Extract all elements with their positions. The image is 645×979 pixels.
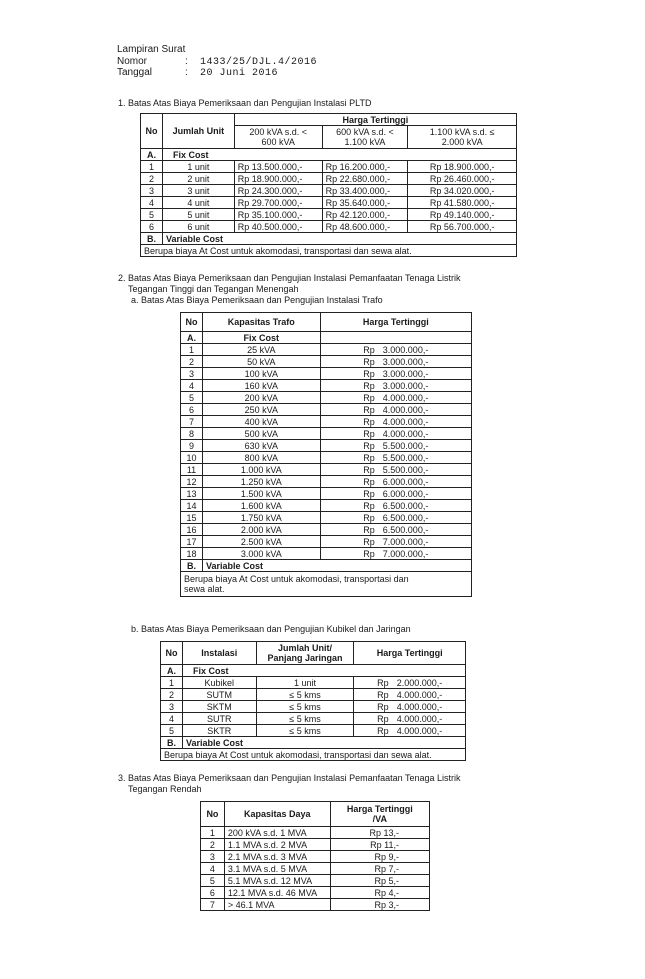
row-price-2: Rp 35.640.000,- xyxy=(322,197,408,209)
row-price-2: Rp 22.680.000,- xyxy=(322,173,408,185)
section-2b-title: b. Batas Atas Biaya Pemeriksaan dan Pengujian Kubikel dan Jaringan xyxy=(131,624,411,634)
table-row xyxy=(141,185,517,197)
col-no: No xyxy=(181,313,203,332)
table-row xyxy=(201,887,430,899)
table-row xyxy=(141,209,517,221)
col-no: No xyxy=(161,642,183,665)
row-capacity: 200 kVA s.d. 1 MVA xyxy=(224,827,330,839)
variable-cost-note: Berupa biaya At Cost untuk akomodasi, transportasi dan sewa alat. xyxy=(161,749,466,761)
row-capacity: 630 kVA xyxy=(202,440,320,452)
row-unit: 5 unit xyxy=(162,209,234,221)
row-price: Rp 11,- xyxy=(330,839,429,851)
row-no: 3 xyxy=(141,185,163,197)
row-price xyxy=(354,689,466,701)
currency-label: Rp xyxy=(377,701,389,712)
row-no: 15 xyxy=(181,512,203,524)
row-capacity: 2.000 kVA xyxy=(202,524,320,536)
row-capacity: 25 kVA xyxy=(202,344,320,356)
variable-cost-label: Variable Cost xyxy=(182,737,465,749)
section-2a-title: a. Batas Atas Biaya Pemeriksaan dan Pengujian Instalasi Trafo xyxy=(131,295,383,305)
currency-label: Rp xyxy=(363,548,375,559)
row-capacity: 1.1 MVA s.d. 2 MVA xyxy=(224,839,330,851)
kubikel-table xyxy=(160,641,466,761)
currency-label: Rp xyxy=(363,524,375,535)
fix-cost-label: Fix Cost xyxy=(202,332,320,344)
row-no: 2 xyxy=(161,689,183,701)
currency-label: Rp xyxy=(363,488,375,499)
daya-table xyxy=(200,801,430,911)
table-row xyxy=(141,161,517,173)
currency-label: Rp xyxy=(363,452,375,463)
price-value: 3.000.000,- xyxy=(382,380,429,391)
currency-label: Rp xyxy=(363,440,375,451)
row-no: 18 xyxy=(181,548,203,560)
price-value: 6.500.000,- xyxy=(382,500,429,511)
row-no: 7 xyxy=(201,899,225,911)
row-price-3: Rp 49.140.000,- xyxy=(408,209,517,221)
col-no: No xyxy=(201,802,225,827)
price-value: 7.000.000,- xyxy=(382,548,429,559)
row-price-2: Rp 42.120.000,- xyxy=(322,209,408,221)
price-value: 4.000.000,- xyxy=(382,404,429,415)
row-price-3: Rp 34.020.000,- xyxy=(408,185,517,197)
row-price-1: Rp 18.900.000,- xyxy=(234,173,322,185)
row-no: 1 xyxy=(201,827,225,839)
row-price-1: Rp 35.100.000,- xyxy=(234,209,322,221)
price-value: 4.000.000,- xyxy=(382,428,429,439)
row-capacity: 100 kVA xyxy=(202,368,320,380)
row-price-3: Rp 26.460.000,- xyxy=(408,173,517,185)
row-no: 10 xyxy=(181,452,203,464)
table-row xyxy=(181,488,472,500)
variable-cost-label: Variable Cost xyxy=(162,233,516,245)
row-price: Rp 3,- xyxy=(330,899,429,911)
tanggal-value: 20 Juni 2016 xyxy=(200,68,279,79)
currency-label: Rp xyxy=(363,536,375,547)
col-range-3: 1.100 kVA s.d. ≤ 2.000 kVA xyxy=(408,126,517,149)
row-no: 1 xyxy=(161,677,183,689)
row-capacity: 12.1 MVA s.d. 46 MVA xyxy=(224,887,330,899)
table-row xyxy=(181,380,472,392)
row-price-1: Rp 24.300.000,- xyxy=(234,185,322,197)
row-no: 4 xyxy=(181,380,203,392)
row-price-1: Rp 40.500.000,- xyxy=(234,221,322,233)
table-row xyxy=(181,440,472,452)
row-price: Rp 13,- xyxy=(330,827,429,839)
row-capacity: 2.500 kVA xyxy=(202,536,320,548)
table-row xyxy=(201,899,430,911)
currency-label: Rp xyxy=(363,416,375,427)
row-installation: SUTM xyxy=(182,689,256,701)
row-no: 2 xyxy=(181,356,203,368)
price-value: 4.000.000,- xyxy=(382,392,429,403)
col-range-1: 200 kVA s.d. < 600 kVA xyxy=(234,126,322,149)
price-value: 4.000.000,- xyxy=(396,725,443,736)
row-price xyxy=(320,464,471,476)
row-price-3: Rp 18.900.000,- xyxy=(408,161,517,173)
currency-label: Rp xyxy=(377,689,389,700)
price-value: 4.000.000,- xyxy=(382,416,429,427)
row-price xyxy=(320,368,471,380)
row-capacity: 50 kVA xyxy=(202,356,320,368)
row-no: 6 xyxy=(181,404,203,416)
price-value: 6.500.000,- xyxy=(382,524,429,535)
row-quantity: ≤ 5 kms xyxy=(256,725,354,737)
row-price xyxy=(320,428,471,440)
col-harga-tertinggi-va: Harga Tertinggi /VA xyxy=(330,802,429,827)
price-value: 4.000.000,- xyxy=(396,701,443,712)
currency-label: Rp xyxy=(363,512,375,523)
row-no: 5 xyxy=(141,209,163,221)
row-price-2: Rp 48.600.000,- xyxy=(322,221,408,233)
row-price xyxy=(320,404,471,416)
lampiran-label: Lampiran Surat xyxy=(117,44,186,55)
row-no: 6 xyxy=(201,887,225,899)
row-no: 16 xyxy=(181,524,203,536)
row-quantity: 1 unit xyxy=(256,677,354,689)
row-capacity: 1.500 kVA xyxy=(202,488,320,500)
row-no: 5 xyxy=(201,875,225,887)
row-no: 11 xyxy=(181,464,203,476)
table-row xyxy=(201,839,430,851)
row-capacity: 500 kVA xyxy=(202,428,320,440)
row-installation: SKTM xyxy=(182,701,256,713)
row-price xyxy=(320,536,471,548)
row-price xyxy=(320,524,471,536)
table-row xyxy=(181,548,472,560)
row-unit: 2 unit xyxy=(162,173,234,185)
currency-label: Rp xyxy=(363,356,375,367)
col-jumlah-unit: Jumlah Unit xyxy=(162,114,234,149)
table-row xyxy=(181,452,472,464)
row-price xyxy=(354,713,466,725)
row-no: 13 xyxy=(181,488,203,500)
table-row xyxy=(201,863,430,875)
currency-label: Rp xyxy=(377,725,389,736)
table-row xyxy=(181,356,472,368)
table-row xyxy=(181,512,472,524)
row-price-3: Rp 56.700.000,- xyxy=(408,221,517,233)
table-row xyxy=(181,464,472,476)
row-quantity: ≤ 5 kms xyxy=(256,701,354,713)
row-price-2: Rp 33.400.000,- xyxy=(322,185,408,197)
price-value: 6.000.000,- xyxy=(382,488,429,499)
row-capacity: 3.000 kVA xyxy=(202,548,320,560)
fix-cost-letter: A. xyxy=(181,332,203,344)
row-price xyxy=(320,380,471,392)
row-quantity: ≤ 5 kms xyxy=(256,713,354,725)
price-value: 5.500.000,- xyxy=(382,452,429,463)
row-no: 3 xyxy=(181,368,203,380)
table-row xyxy=(161,713,466,725)
row-quantity: ≤ 5 kms xyxy=(256,689,354,701)
row-no: 1 xyxy=(141,161,163,173)
row-no: 14 xyxy=(181,500,203,512)
col-kapasitas-daya: Kapasitas Daya xyxy=(224,802,330,827)
price-value: 2.000.000,- xyxy=(396,677,443,688)
currency-label: Rp xyxy=(363,428,375,439)
table-row xyxy=(141,197,517,209)
row-capacity: 3.1 MVA s.d. 5 MVA xyxy=(224,863,330,875)
row-price-1: Rp 29.700.000,- xyxy=(234,197,322,209)
tanggal-label: Tanggal xyxy=(117,67,153,78)
row-no: 6 xyxy=(141,221,163,233)
table-row xyxy=(181,344,472,356)
nomor-colon: : xyxy=(185,56,188,67)
price-value: 4.000.000,- xyxy=(396,713,443,724)
row-capacity: 1.750 kVA xyxy=(202,512,320,524)
price-value: 7.000.000,- xyxy=(382,536,429,547)
col-jumlah-unit: Jumlah Unit/ Panjang Jaringan xyxy=(256,642,354,665)
row-price xyxy=(320,476,471,488)
fix-cost-letter: A. xyxy=(141,149,163,161)
row-installation: Kubikel xyxy=(182,677,256,689)
row-no: 1 xyxy=(181,344,203,356)
table-row xyxy=(161,689,466,701)
row-price-1: Rp 13.500.000,- xyxy=(234,161,322,173)
row-price xyxy=(320,488,471,500)
row-installation: SUTR xyxy=(182,713,256,725)
variable-cost-label: Variable Cost xyxy=(202,560,471,572)
currency-label: Rp xyxy=(363,404,375,415)
row-no: 4 xyxy=(201,863,225,875)
row-price xyxy=(320,548,471,560)
row-unit: 3 unit xyxy=(162,185,234,197)
col-harga-tertinggi: Harga Tertinggi xyxy=(354,642,466,665)
fix-cost-label: Fix Cost xyxy=(162,149,516,161)
section-3-title-line2: Tegangan Rendah xyxy=(128,784,202,794)
pltd-table xyxy=(140,113,517,257)
currency-label: Rp xyxy=(363,500,375,511)
price-value: 6.500.000,- xyxy=(382,512,429,523)
col-harga-tertinggi: Harga Tertinggi xyxy=(234,114,516,126)
fix-cost-letter: A. xyxy=(161,665,183,677)
price-value: 3.000.000,- xyxy=(382,368,429,379)
row-no: 4 xyxy=(161,713,183,725)
row-no: 5 xyxy=(161,725,183,737)
row-capacity: 1.250 kVA xyxy=(202,476,320,488)
section-3-title-line1: 3. Batas Atas Biaya Pemeriksaan dan Pengujian Instalasi Pemanfaatan Tenaga Listrik xyxy=(118,773,461,783)
row-price: Rp 5,- xyxy=(330,875,429,887)
row-capacity: 800 kVA xyxy=(202,452,320,464)
row-no: 9 xyxy=(181,440,203,452)
table-row xyxy=(201,875,430,887)
row-price: Rp 9,- xyxy=(330,851,429,863)
nomor-label: Nomor xyxy=(117,56,148,67)
table-row xyxy=(161,725,466,737)
row-capacity: > 46.1 MVA xyxy=(224,899,330,911)
row-no: 8 xyxy=(181,428,203,440)
section-1-title: 1. Batas Atas Biaya Pemeriksaan dan Pengujian Instalasi PLTD xyxy=(118,98,372,108)
table-row xyxy=(161,701,466,713)
row-no: 7 xyxy=(181,416,203,428)
row-no: 4 xyxy=(141,197,163,209)
price-value: 4.000.000,- xyxy=(396,689,443,700)
col-range-2: 600 kVA s.d. < 1.100 kVA xyxy=(322,126,408,149)
table-row xyxy=(201,827,430,839)
table-row xyxy=(181,428,472,440)
table-row xyxy=(181,416,472,428)
currency-label: Rp xyxy=(377,713,389,724)
row-price xyxy=(320,356,471,368)
row-capacity: 200 kVA xyxy=(202,392,320,404)
currency-label: Rp xyxy=(363,368,375,379)
table-row xyxy=(181,368,472,380)
row-unit: 6 unit xyxy=(162,221,234,233)
variable-cost-note: Berupa biaya At Cost untuk akomodasi, transportasi dan sewa alat. xyxy=(141,245,517,257)
row-price xyxy=(320,416,471,428)
row-price xyxy=(320,452,471,464)
currency-label: Rp xyxy=(363,344,375,355)
section-2-title-line2: Tegangan Tinggi dan Tegangan Menengah xyxy=(128,284,299,294)
section-2-title-line1: 2. Batas Atas Biaya Pemeriksaan dan Pengujian Instalasi Pemanfaatan Tenaga Listrik xyxy=(118,273,461,283)
variable-cost-letter: B. xyxy=(181,560,203,572)
price-value: 3.000.000,- xyxy=(382,344,429,355)
currency-label: Rp xyxy=(363,476,375,487)
table-row xyxy=(161,677,466,689)
table-row xyxy=(181,524,472,536)
table-row xyxy=(201,851,430,863)
row-no: 2 xyxy=(201,839,225,851)
row-installation: SKTR xyxy=(182,725,256,737)
row-price-2: Rp 16.200.000,- xyxy=(322,161,408,173)
table-row xyxy=(141,221,517,233)
table-row xyxy=(181,536,472,548)
row-capacity: 400 kVA xyxy=(202,416,320,428)
row-unit: 1 unit xyxy=(162,161,234,173)
row-price xyxy=(354,725,466,737)
trafo-table xyxy=(180,312,472,597)
col-instalasi: Instalasi xyxy=(182,642,256,665)
table-row xyxy=(181,404,472,416)
row-unit: 4 unit xyxy=(162,197,234,209)
price-value: 5.500.000,- xyxy=(382,440,429,451)
price-value: 3.000.000,- xyxy=(382,356,429,367)
empty-cell xyxy=(320,332,471,344)
row-price xyxy=(320,392,471,404)
row-price: Rp 7,- xyxy=(330,863,429,875)
table-row xyxy=(181,476,472,488)
row-capacity: 250 kVA xyxy=(202,404,320,416)
row-price xyxy=(320,512,471,524)
row-capacity: 1.600 kVA xyxy=(202,500,320,512)
currency-label: Rp xyxy=(363,380,375,391)
row-no: 2 xyxy=(141,173,163,185)
row-no: 3 xyxy=(161,701,183,713)
price-value: 6.000.000,- xyxy=(382,476,429,487)
variable-cost-letter: B. xyxy=(141,233,163,245)
col-kapasitas-trafo: Kapasitas Trafo xyxy=(202,313,320,332)
row-no: 12 xyxy=(181,476,203,488)
variable-cost-letter: B. xyxy=(161,737,183,749)
col-harga-tertinggi: Harga Tertinggi xyxy=(320,313,471,332)
table-row xyxy=(181,392,472,404)
row-capacity: 160 kVA xyxy=(202,380,320,392)
col-no: No xyxy=(141,114,163,149)
row-no: 5 xyxy=(181,392,203,404)
row-price: Rp 4,- xyxy=(330,887,429,899)
price-value: 5.500.000,- xyxy=(382,464,429,475)
variable-cost-note: Berupa biaya At Cost untuk akomodasi, transportasi dan sewa alat. xyxy=(181,572,472,597)
row-price xyxy=(354,677,466,689)
row-capacity: 2.1 MVA s.d. 3 MVA xyxy=(224,851,330,863)
row-capacity: 1.000 kVA xyxy=(202,464,320,476)
row-price xyxy=(320,344,471,356)
row-no: 3 xyxy=(201,851,225,863)
row-price xyxy=(354,701,466,713)
row-price-3: Rp 41.580.000,- xyxy=(408,197,517,209)
table-row xyxy=(141,173,517,185)
row-price xyxy=(320,500,471,512)
fix-cost-label: Fix Cost xyxy=(182,665,465,677)
currency-label: Rp xyxy=(377,677,389,688)
nomor-value: 1433/25/DJL.4/2016 xyxy=(200,57,318,68)
table-row xyxy=(181,500,472,512)
row-price xyxy=(320,440,471,452)
tanggal-colon: : xyxy=(185,67,188,78)
currency-label: Rp xyxy=(363,464,375,475)
row-capacity: 5.1 MVA s.d. 12 MVA xyxy=(224,875,330,887)
row-no: 17 xyxy=(181,536,203,548)
currency-label: Rp xyxy=(363,392,375,403)
